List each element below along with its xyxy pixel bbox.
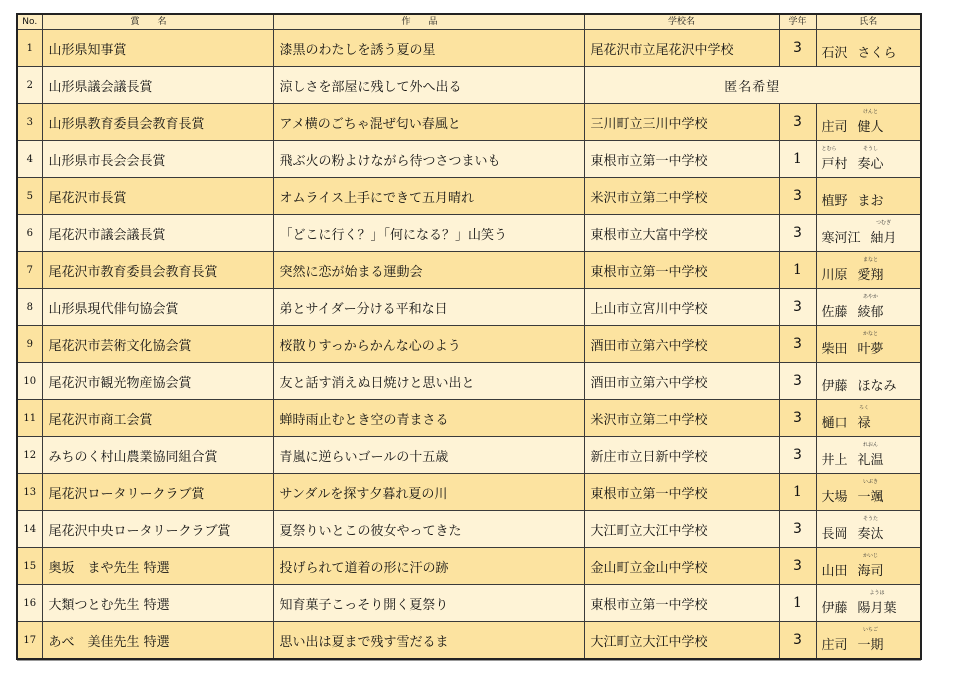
grade: 1 xyxy=(779,585,816,622)
award-name: 尾花沢市商工会賞 xyxy=(42,400,273,437)
work-title: サンダルを探す夕暮れ夏の川 xyxy=(273,474,584,511)
work-title: 蝉時雨止むとき空の青まさる xyxy=(273,400,584,437)
award-name: 尾花沢市芸術文化協会賞 xyxy=(42,326,273,363)
table-row xyxy=(17,474,921,511)
award-results-table xyxy=(16,13,922,660)
given-name: ほなみ xyxy=(857,378,897,394)
award-name: 尾花沢中央ロータリークラブ賞 xyxy=(42,511,273,548)
grade: 3 xyxy=(779,104,816,141)
student-name xyxy=(816,474,921,511)
row-number: 16 xyxy=(17,585,42,622)
given-name: 健人 xyxy=(857,119,884,135)
work-title: 弟とサイダー分ける平和な日 xyxy=(273,289,584,326)
table-row xyxy=(17,548,921,585)
award-name: 山形県知事賞 xyxy=(42,30,273,67)
given-name: 礼温 xyxy=(857,452,884,468)
school-name: 大江町立大江中学校 xyxy=(584,622,779,660)
school-name: 尾花沢市立尾花沢中学校 xyxy=(584,30,779,67)
work-title: アメ横のごちゃ混ぜ匂い春風と xyxy=(273,104,584,141)
surname: 庄司 xyxy=(821,119,848,135)
school-name: 酒田市立第六中学校 xyxy=(584,326,779,363)
table-row xyxy=(17,289,921,326)
work-title: 桜散りすっからかんな心のよう xyxy=(273,326,584,363)
student-name xyxy=(816,30,921,67)
row-number: 5 xyxy=(17,178,42,215)
grade: 3 xyxy=(779,511,816,548)
given-name: 紬月 xyxy=(870,230,897,246)
work-title: 青嵐に逆らいゴールの十五歳 xyxy=(273,437,584,474)
row-number: 8 xyxy=(17,289,42,326)
row-number: 7 xyxy=(17,252,42,289)
ruby-surname: とむら xyxy=(821,145,837,152)
row-number: 4 xyxy=(17,141,42,178)
student-name xyxy=(816,437,921,474)
work-title: 飛ぶ火の粉よけながら待つさつまいも xyxy=(273,141,584,178)
ruby-given: いちご xyxy=(863,626,879,633)
surname: 柴田 xyxy=(821,341,848,357)
school-name: 大江町立大江中学校 xyxy=(584,511,779,548)
school-name: 東根市立第一中学校 xyxy=(584,252,779,289)
table-body xyxy=(17,30,921,660)
row-number: 13 xyxy=(17,474,42,511)
table-row xyxy=(17,30,921,67)
grade: 3 xyxy=(779,215,816,252)
student-name xyxy=(816,400,921,437)
student-name xyxy=(816,622,921,660)
student-name xyxy=(816,548,921,585)
student-name xyxy=(816,178,921,215)
surname: 戸村 xyxy=(821,156,848,172)
surname: 佐藤 xyxy=(821,304,848,320)
table-row xyxy=(17,215,921,252)
award-name: みちのく村山農業協同組合賞 xyxy=(42,437,273,474)
school-name: 米沢市立第二中学校 xyxy=(584,400,779,437)
work-title: 突然に恋が始まる運動会 xyxy=(273,252,584,289)
row-number: 12 xyxy=(17,437,42,474)
work-title: 知育菓子こっそり開く夏祭り xyxy=(273,585,584,622)
school-name: 三川町立三川中学校 xyxy=(584,104,779,141)
award-name: 山形県市長会会長賞 xyxy=(42,141,273,178)
school-name: 酒田市立第六中学校 xyxy=(584,363,779,400)
given-name: 綾郁 xyxy=(857,304,884,320)
table-row xyxy=(17,178,921,215)
work-title: 思い出は夏まで残す雪だるま xyxy=(273,622,584,660)
row-number: 6 xyxy=(17,215,42,252)
table-row xyxy=(17,252,921,289)
row-number: 15 xyxy=(17,548,42,585)
award-name: 尾花沢市議会議長賞 xyxy=(42,215,273,252)
row-number: 10 xyxy=(17,363,42,400)
table-row xyxy=(17,400,921,437)
surname: 大場 xyxy=(821,489,848,505)
grade: 1 xyxy=(779,141,816,178)
surname: 伊藤 xyxy=(821,600,848,616)
award-name: 大類つとむ先生 特選 xyxy=(42,585,273,622)
surname: 川原 xyxy=(821,267,848,283)
table-row xyxy=(17,585,921,622)
award-name: 尾花沢市観光物産協会賞 xyxy=(42,363,273,400)
work-title: 涼しさを部屋に残して外へ出る xyxy=(273,67,584,104)
grade: 3 xyxy=(779,326,816,363)
grade: 3 xyxy=(779,178,816,215)
ruby-given: まなと xyxy=(863,256,879,263)
ruby-given: かなと xyxy=(863,330,879,337)
award-name: 山形県現代俳句協会賞 xyxy=(42,289,273,326)
given-name: 愛翔 xyxy=(857,267,884,283)
surname: 樋口 xyxy=(821,415,848,431)
table-row xyxy=(17,622,921,660)
table-row xyxy=(17,67,921,104)
row-number: 14 xyxy=(17,511,42,548)
header-work: 作品 xyxy=(273,14,584,30)
work-title: 夏祭りいとこの彼女やってきた xyxy=(273,511,584,548)
award-name: 尾花沢ロータリークラブ賞 xyxy=(42,474,273,511)
surname: 石沢 xyxy=(821,45,848,61)
row-number: 1 xyxy=(17,30,42,67)
ruby-given: そうし xyxy=(863,145,879,152)
given-name: 禄 xyxy=(857,415,871,431)
surname: 長岡 xyxy=(821,526,848,542)
ruby-given: あやか xyxy=(863,293,879,300)
row-number: 3 xyxy=(17,104,42,141)
student-name xyxy=(816,585,921,622)
ruby-given: いぶき xyxy=(863,478,879,485)
ruby-given: そうた xyxy=(863,515,879,522)
work-title: 「どこに行く？」「何になる？」山笑う xyxy=(273,215,584,252)
school-name: 東根市立第一中学校 xyxy=(584,585,779,622)
school-name: 上山市立宮川中学校 xyxy=(584,289,779,326)
row-number: 2 xyxy=(17,67,42,104)
grade: 3 xyxy=(779,622,816,660)
grade: 3 xyxy=(779,437,816,474)
student-name xyxy=(816,104,921,141)
award-results-table-container xyxy=(16,13,920,660)
award-name: 奥坂 まや先生 特選 xyxy=(42,548,273,585)
header-grade: 学年 xyxy=(779,14,816,30)
work-title: オムライス上手にできて五月晴れ xyxy=(273,178,584,215)
given-name: まお xyxy=(857,193,884,209)
school-name: 米沢市立第二中学校 xyxy=(584,178,779,215)
given-name: 奏汰 xyxy=(857,526,884,542)
grade: 3 xyxy=(779,548,816,585)
header-award: 賞名 xyxy=(42,14,273,30)
table-row xyxy=(17,104,921,141)
grade: 3 xyxy=(779,289,816,326)
table-row xyxy=(17,326,921,363)
ruby-given: けんと xyxy=(863,108,879,115)
ruby-given: かいじ xyxy=(863,552,879,559)
surname: 庄司 xyxy=(821,637,848,653)
grade: 3 xyxy=(779,400,816,437)
student-name xyxy=(816,252,921,289)
student-name xyxy=(816,363,921,400)
student-name xyxy=(816,511,921,548)
given-name: 一颯 xyxy=(857,489,884,505)
header-school: 学校名 xyxy=(584,14,779,30)
grade: 3 xyxy=(779,30,816,67)
student-name xyxy=(816,141,921,178)
ruby-given: れおん xyxy=(863,441,879,448)
surname: 山田 xyxy=(821,563,848,579)
table-row xyxy=(17,511,921,548)
award-name: あべ 美佳先生 特選 xyxy=(42,622,273,660)
grade: 1 xyxy=(779,252,816,289)
surname: 伊藤 xyxy=(821,378,848,394)
ruby-given: ろく xyxy=(859,404,870,411)
award-name: 尾花沢市教育委員会教育長賞 xyxy=(42,252,273,289)
header-row xyxy=(17,14,921,30)
table-row xyxy=(17,363,921,400)
given-name: 奏心 xyxy=(857,156,884,172)
row-number: 9 xyxy=(17,326,42,363)
surname: 植野 xyxy=(821,193,848,209)
given-name: 海司 xyxy=(857,563,884,579)
row-number: 11 xyxy=(17,400,42,437)
header-no: No. xyxy=(17,14,42,30)
row-number: 17 xyxy=(17,622,42,660)
school-name: 東根市立第一中学校 xyxy=(584,474,779,511)
work-title: 漆黒のわたしを誘う夏の星 xyxy=(273,30,584,67)
grade: 3 xyxy=(779,363,816,400)
given-name: 一期 xyxy=(857,637,884,653)
given-name: 叶夢 xyxy=(857,341,884,357)
ruby-given: つむぎ xyxy=(876,219,892,226)
grade: 1 xyxy=(779,474,816,511)
table-row xyxy=(17,141,921,178)
school-name: 東根市立第一中学校 xyxy=(584,141,779,178)
school-name: 新庄市立日新中学校 xyxy=(584,437,779,474)
student-name xyxy=(816,289,921,326)
ruby-given: ようは xyxy=(869,589,885,596)
anonymous-request: 匿名希望 xyxy=(584,67,921,104)
table-row xyxy=(17,437,921,474)
header-name: 氏名 xyxy=(816,14,921,30)
award-name: 尾花沢市長賞 xyxy=(42,178,273,215)
student-name xyxy=(816,215,921,252)
school-name: 金山町立金山中学校 xyxy=(584,548,779,585)
given-name: さくら xyxy=(857,45,897,61)
school-name: 東根市立大富中学校 xyxy=(584,215,779,252)
work-title: 投げられて道着の形に汗の跡 xyxy=(273,548,584,585)
given-name: 陽月葉 xyxy=(857,600,897,616)
work-title: 友と話す消えぬ日焼けと思い出と xyxy=(273,363,584,400)
surname: 寒河江 xyxy=(821,230,861,246)
award-name: 山形県議会議長賞 xyxy=(42,67,273,104)
surname: 井上 xyxy=(821,452,848,468)
award-name: 山形県教育委員会教育長賞 xyxy=(42,104,273,141)
student-name xyxy=(816,326,921,363)
